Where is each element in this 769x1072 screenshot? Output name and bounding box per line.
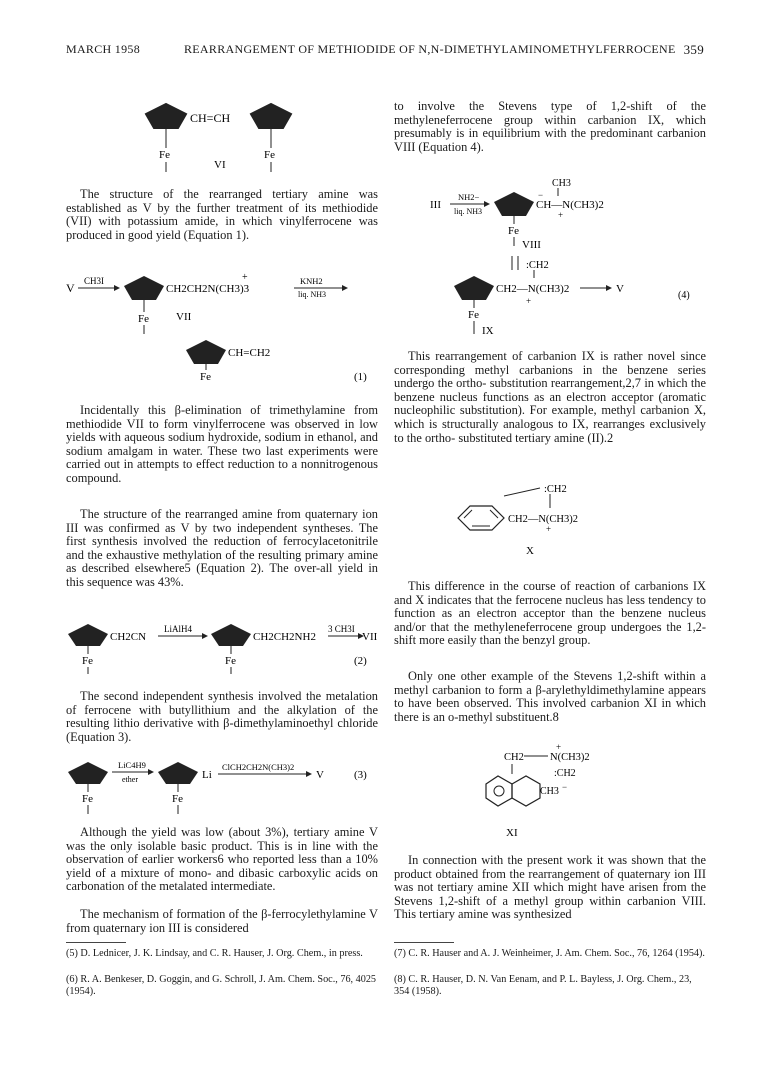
eq3-fe2: Fe (172, 793, 183, 805)
left-paragraph-5: Although the yield was low (about 3%), tertiary amine V was the only isolable basic product. This is in line with the observation of earlier workers6 who reported less than a 10% yield of a mixture of mono- and dibasic carboxylic acids on carbonation of the metalated intermediate. (66, 825, 378, 894)
right-paragraph-1: to involve the Stevens type of 1,2-shift of the methyleneferrocene group within carbanion IX, which presumably is in equilibrium with the predominant carbanion VIII (Equation 4). (394, 99, 706, 154)
eq2-fe2: Fe (225, 655, 236, 667)
footnote-rule-left (66, 942, 126, 943)
vi-label: VI (214, 159, 226, 171)
xi-ch3: CH3 (540, 786, 559, 797)
eq3-fe1: Fe (82, 793, 93, 805)
vi-fe2: Fe (264, 149, 275, 161)
eq4-ch2: :CH2 (526, 260, 549, 271)
eq2-number: (2) (354, 655, 367, 667)
eq3-number: (3) (354, 769, 367, 781)
eq1-group: CH2CH2N(CH3)3 (166, 283, 250, 295)
eq1-plus: + (242, 272, 248, 283)
page-number: 359 (683, 42, 704, 57)
eq4-ix: IX (482, 325, 494, 337)
eq4-fe1: Fe (508, 225, 519, 237)
footnote-7: (7) C. R. Hauser and A. J. Weinheimer, J. Am. Chem. Soc., 76, 1264 (1954). (394, 948, 705, 959)
eq1-fe2: Fe (200, 371, 211, 383)
equation-1 (66, 262, 378, 384)
eq4-r-top: NH2− (458, 192, 480, 202)
eq2-r2: 3 CH3I (328, 624, 355, 634)
left-paragraph-3: The structure of the rearranged amine from quaternary ion III was confirmed as V by two independent syntheses. The first synthesis involved the reduction of ferrocylacetonitrile and the exhaustive methylation of the resulting primary amine as described elsewhere5 (Equation 2). The over-all yield in this sequence was 43%. (66, 507, 378, 589)
structure-vi (66, 96, 378, 174)
eq4-plus2: + (526, 296, 532, 306)
eq2-prod: VII (362, 631, 378, 643)
eq3-r2: ClCH2CH2N(CH3)2 (222, 762, 295, 772)
footnote-8: (8) C. R. Hauser, D. N. Van Eenam, and P. L. Bayless, J. Org. Chem., 23, 354 (1958). (394, 974, 692, 997)
xi-ch2b: :CH2 (554, 768, 576, 779)
eq4-r-bottom: liq. NH3 (454, 207, 482, 216)
eq1-reagent1: CH3I (84, 276, 104, 286)
eq1-v: V (66, 281, 75, 295)
header-date: MARCH 1958 (66, 42, 141, 56)
right-paragraph-5: In connection with the present work it was shown that the product obtained from the rearrangement of quaternary ion III was not tertiary amine XII which might have arisen from the Stevens 1,2-shift of a methyl group within carbanion VIII. This tertiary amine was synthesized (394, 853, 706, 922)
footnote-5: (5) D. Lednicer, J. K. Lindsay, and C. R. Hauser, J. Org. Chem., in press. (66, 948, 363, 959)
eq4-viii: VIII (522, 239, 541, 251)
eq3-li: Li (202, 769, 212, 781)
footnote-6: (6) R. A. Benkeser, D. Goggin, and G. Schroll, J. Am. Chem. Soc., 76, 4025 (1954). (66, 974, 377, 997)
eq1-reagent2-bottom: liq. NH3 (298, 290, 326, 299)
right-paragraph-4: Only one other example of the Stevens 1,2-shift within a methyl carbanion to form a β-arylethyldimethylamine appears to have been observed. This involved carbanion XI in which there is an o-methyl substituent.8 (394, 669, 706, 724)
eq1-product: CH=CH2 (228, 347, 271, 359)
eq4-iii: III (430, 199, 441, 211)
eq2-g2: CH2CH2NH2 (253, 631, 316, 643)
structure-xi (394, 740, 706, 840)
right-paragraph-3: This difference in the course of reaction of carbanions IX and X indicates that the ferrocene nucleus has less tendency to function as an electron acceptor than the benzene nucleus and/or that the methyleneferrocene group undergoes the 1,2-shift more easily than the benzyl group. (394, 579, 706, 648)
eq1-number: (1) (354, 371, 367, 383)
running-header (66, 42, 704, 58)
eq1-reagent2-top: KNH2 (300, 276, 323, 286)
structure-x (394, 478, 706, 562)
equation-4 (394, 174, 706, 338)
eq4-ch: CH—N(CH3)2 (536, 199, 604, 211)
xi-label: XI (506, 827, 518, 839)
left-paragraph-6: The mechanism of formation of the β-ferrocylethylamine V from quaternary ion III is considered (66, 907, 378, 935)
equation-3 (66, 756, 378, 816)
left-paragraph-2: Incidentally this β-elimination of trimethylamine from methiodide VII to form vinylferrocene was observed in low yields with aqueous sodium hydroxide, sodium in ethanol, and sodium amalgam in water. These two last experiments were carried out in attempts to effect reduction to a nonnitrogenous compound. (66, 403, 378, 485)
header-title: REARRANGEMENT OF METHIODIDE OF N,N-DIMETHYLAMINOMETHYLFERROCENE (184, 42, 676, 56)
eq4-plus: + (558, 210, 564, 220)
eq4-ch3: CH3 (552, 178, 571, 189)
eq4-number: (4) (678, 290, 690, 301)
xi-ch2a: CH2 (504, 752, 524, 763)
right-paragraph-2: This rearrangement of carbanion IX is rather novel since corresponding methyl carbanions in the benzene series undergo the ortho- substitution rearrangement,2,7 in which the benzene nucleus functions as an electron acceptor (aromatic nucleophilic substitution). For example, methyl carbanion X, which is structurally analogous to IX, rearranges exclusively to the ortho- substituted tertiary amine (II).2 (394, 349, 706, 445)
equation-2 (66, 618, 378, 676)
left-paragraph-1: The structure of the rearranged tertiary amine was established as V by the further treatment of its methiodide (VII) with potassium amide, in which vinylferrocene was produced in good yield (Equation 1). (66, 187, 378, 242)
xi-plus: + (556, 742, 562, 752)
xi-n: N(CH3)2 (550, 752, 590, 763)
xi-minus: − (562, 782, 568, 792)
eq2-g1: CH2CN (110, 631, 147, 643)
eq3-r1-bottom: ether (122, 775, 138, 784)
eq1-label: VII (176, 311, 192, 323)
x-plus: + (546, 524, 552, 534)
left-paragraph-4: The second independent synthesis involved the metalation of ferrocene with butyllithium and the alkylation of the resulting lithio derivative with β-dimethylaminoethyl chloride (Equation 3). (66, 689, 378, 744)
vi-group: CH=CH (190, 111, 231, 125)
eq4-g2: CH2—N(CH3)2 (496, 283, 570, 295)
eq4-v: V (616, 283, 624, 295)
x-ch2: :CH2 (544, 484, 567, 495)
eq3-prod: V (316, 769, 324, 781)
x-group: CH2—N(CH3)2 (508, 514, 578, 525)
eq4-minus: − (538, 190, 544, 200)
eq2-r1: LiAlH4 (164, 624, 192, 634)
footnote-rule-right (394, 942, 454, 943)
x-label: X (526, 545, 534, 557)
vi-fe1: Fe (159, 149, 170, 161)
eq4-fe2: Fe (468, 309, 479, 321)
eq1-fe: Fe (138, 313, 149, 325)
eq2-fe1: Fe (82, 655, 93, 667)
eq3-r1-top: LiC4H9 (118, 760, 146, 770)
